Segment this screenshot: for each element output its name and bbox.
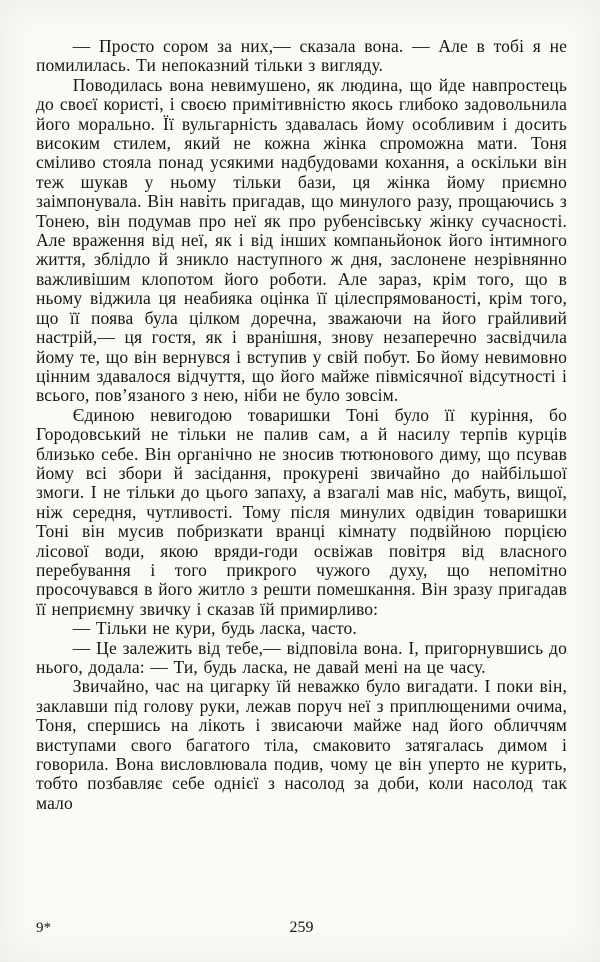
page-number: 259	[289, 919, 314, 936]
page-footer	[36, 918, 567, 938]
paragraph: Звичайно, час на цигарку їй неважко було вигадати. І поки він, заклавши під голову руки, лежав поруч неї з приплющеними очима, Тоня, спершись на лікоть і звисаючи майже над його обличчям виступами свого багатого тіла, смаковито затягалась димом і говорила. Вона висловлювала подив, чому це він уперто не курить, тобто позбавляє себе однієї з насолод за доби, коли насолод так мало	[36, 676, 567, 813]
paragraph-dialogue: — Просто сором за них,— сказала вона. — Але в тобі я не помилилась. Ти непоказний тільки з вигляду.	[36, 36, 567, 76]
paragraph-dialogue: — Це залежить від тебе,— відповіла вона. І, пригорнувшись до нього, додала: — Ти, будь ласка, не давай мені на це часу.	[36, 637, 567, 677]
paragraph: Поводилась вона невимушено, як людина, що йде навпростець до своєї користі, і своєю примітивністю якось глибоко задовольнила його морально. Її вульгарність здавалась йому особливим і досить високим стилем, який не кожна жінка спроможна мати. Тоня сміливо стояла понад усякими надбудовами кохання, а оскільки він теж шукав у ньому тільки бази, ця жінка йому приємно заімпонувала. Він навіть пригадав, що минулого разу, прощаючись з Тонею, він подумав про неї як про рубенсівську жінку сучасності. Але враження від неї, як і від інших компаньйонок його інтимного життя, зблідло й зникло наступного ж дня, заслонене незрівнянно важливішим клопотом його роботи. Але зараз, крім того, що в ньому віджила ця неабияка оцінка її цілеспрямованості, крім того, що її поява була цілком доречна, зважаючи на його грайливий настрій,— ця гостя, як і вранішня, знову незаперечно засвідчила йому те, що він вернувся і вступив у свій побут. Бо йому невимовно цінним здавалося відчуття, що його майже півмісячної відсутності і всього, пов’язаного з нею, ніби не було зовсім.	[36, 74, 567, 406]
text-block	[36, 37, 567, 813]
paragraph-dialogue: — Тільки не кури, будь ласка, часто.	[72, 618, 357, 639]
signature-mark: 9*	[36, 920, 51, 936]
paragraph: Єдиною невигодою товаришки Тоні було її куріння, бо Городовський не тільки не палив сам, а й насилу терпів курців близько себе. Він органічно не зносив тютюнового диму, що псував йому всі збори й засідання, прокурені звичайно до найбільшої змоги. І не тільки до цього запаху, а взагалі мав ніс, мабуть, вищої, ніж середня, чутливості. Тому після минулих одвідин товаришки Тоні він мусив побризкати вранці кімнату подвійною порцією лісової води, якою вряди-годи освіжав повітря від власного перебування і того прикрого чужого духу, що непомітно просочувався в його житло з решти помешкання. Він зразу пригадав її неприємну звичку і сказав їй примирливо:	[36, 404, 567, 619]
